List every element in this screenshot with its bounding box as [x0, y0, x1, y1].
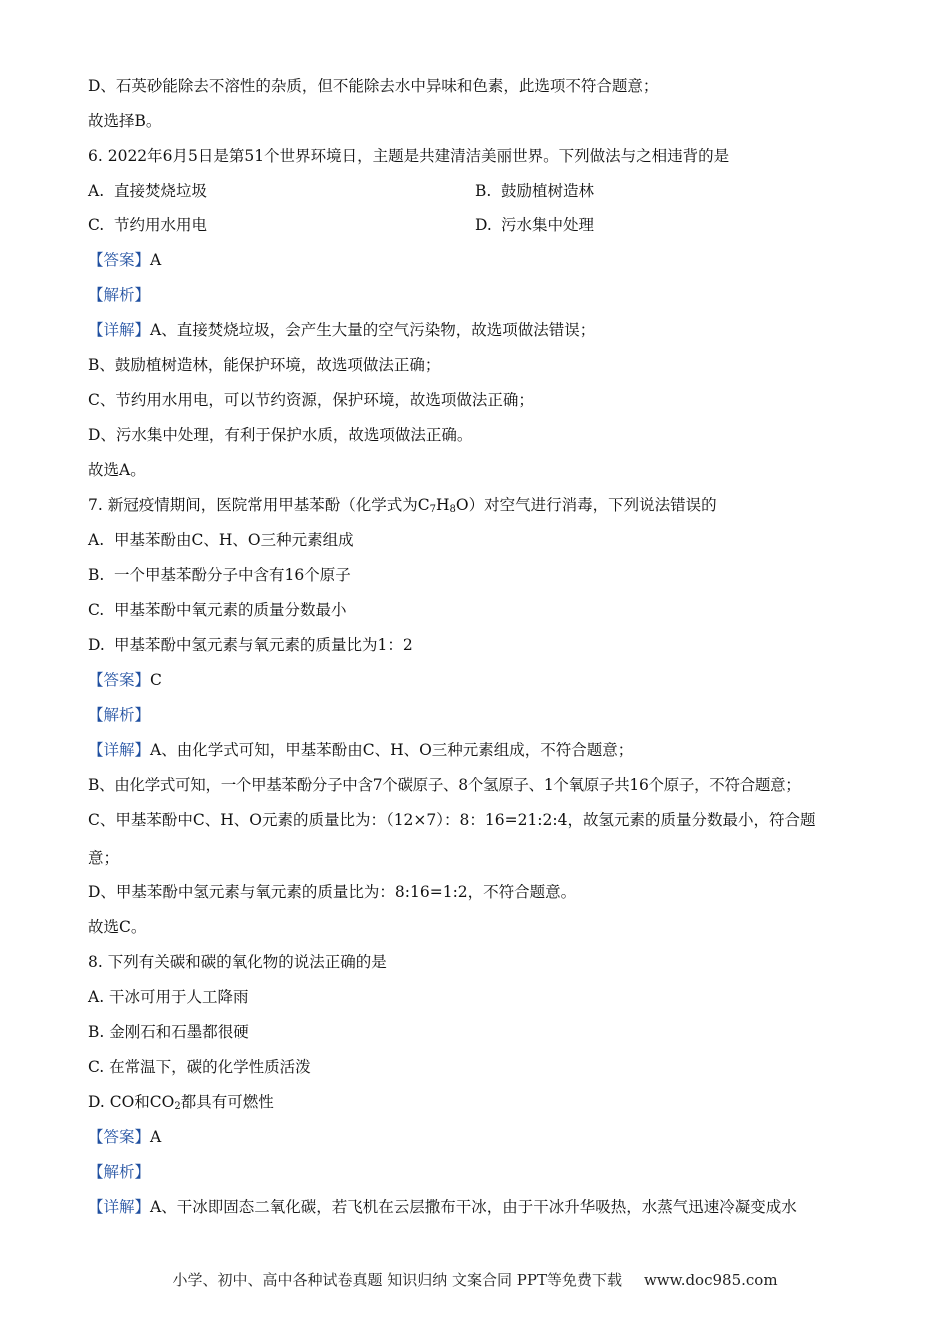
- q7-option-d: D. 甲基苯酚中氢元素与氧元素的质量比为1：2: [88, 636, 413, 654]
- q8-analysis-header: 【解析】: [88, 1163, 151, 1181]
- text-line: D、石英砂能除去不溶性的杂质，但不能除去水中异味和色素，此选项不符合题意；: [88, 77, 659, 95]
- q7-detail-d: D、甲基苯酚中氢元素与氧元素的质量比为：8:16=1:2，不符合题意。: [88, 883, 577, 901]
- footer-url[interactable]: www.doc985.com: [643, 1271, 778, 1289]
- q6-analysis-header: 【解析】: [88, 286, 151, 304]
- footer-text: 小学、初中、高中各种试卷真题 知识归纳 文案合同 PPT等免费下载: [172, 1271, 622, 1289]
- q8-detail-a: 【详解】A、干冰即固态二氧化碳，若飞机在云层撒布干冰，由于干冰升华吸热，水蒸气迅速冷凝变成水: [88, 1198, 797, 1216]
- q6-detail-a: 【详解】A、直接焚烧垃圾，会产生大量的空气污染物，故选项做法错误；: [88, 321, 596, 339]
- page-footer: [0, 1269, 950, 1290]
- question-8: 8. 下列有关碳和碳的氧化物的说法正确的是: [88, 953, 387, 971]
- q6-option-a: A. 直接焚烧垃圾: [88, 182, 208, 200]
- q7-option-a: A. 甲基苯酚由C、H、O三种元素组成: [88, 531, 354, 549]
- q6-detail-d: D、污水集中处理，有利于保护水质，故选项做法正确。: [88, 426, 473, 444]
- q8-option-a: A. 干冰可用于人工降雨: [88, 988, 249, 1006]
- q7-analysis-header: 【解析】: [88, 706, 151, 724]
- q6-answer: 【答案】A: [88, 251, 162, 269]
- conclusion-line: 故选择B。: [88, 112, 162, 130]
- question-6: 6. 2022年6月5日是第51个世界环境日，主题是共建清洁美丽世界。下列做法与之相违背的是: [88, 147, 730, 165]
- chemical-formula: $C_7H_8O$: [417, 496, 469, 515]
- q8-answer: 【答案】A: [88, 1128, 162, 1146]
- q6-option-b: B. 鼓励植树造林: [475, 182, 595, 200]
- q7-detail-b: B、由化学式可知，一个甲基苯酚分子中含7个碳原子、8个氢原子、1个氧原子共16个原子，不符合题意；: [88, 776, 801, 794]
- question-7: 7. 新冠疫情期间，医院常用甲基苯酚（化学式为$C_7H_8O$）对空气进行消毒，下列说法错误的: [88, 496, 717, 515]
- q6-conclusion: 故选A。: [88, 461, 146, 479]
- q7-conclusion: 故选C。: [88, 918, 147, 936]
- q6-option-c: C. 节约用水用电: [88, 216, 208, 234]
- q7-answer: 【答案】C: [88, 671, 162, 689]
- q7-detail-c: C、甲基苯酚中C、H、O元素的质量比为：（12×7）：8：16=21:2:4，故氢元素的质量分数最小，符合题: [88, 811, 816, 829]
- q7-detail-c-cont: 意；: [88, 849, 120, 867]
- q6-detail-c: C、节约用水用电，可以节约资源，保护环境，故选项做法正确；: [88, 391, 534, 409]
- q7-option-c: C. 甲基苯酚中氧元素的质量分数最小: [88, 601, 347, 619]
- q6-detail-b: B、鼓励植树造林，能保护环境，故选项做法正确；: [88, 356, 441, 374]
- q8-option-b: B. 金刚石和石墨都很硬: [88, 1023, 249, 1041]
- q7-detail-a: 【详解】A、由化学式可知，甲基苯酚由C、H、O三种元素组成，不符合题意；: [88, 741, 634, 759]
- q8-option-c: C. 在常温下，碳的化学性质活泼: [88, 1058, 311, 1076]
- q6-option-d: D. 污水集中处理: [475, 216, 595, 234]
- q7-option-b: B. 一个甲基苯酚分子中含有16个原子: [88, 566, 351, 584]
- q8-option-d: D. CO和$CO_2$都具有可燃性: [88, 1093, 274, 1112]
